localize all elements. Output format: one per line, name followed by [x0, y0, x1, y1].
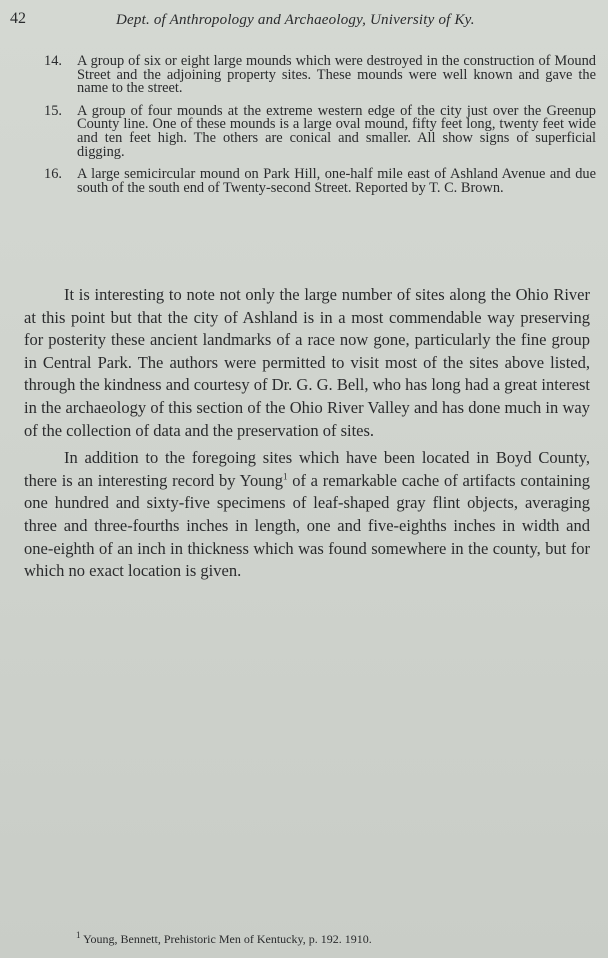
- item-number: 15.: [44, 102, 62, 119]
- list-item: [44, 168, 596, 195]
- footnote-marker: 1: [76, 930, 81, 940]
- paragraph-2-end: of a remarkable cache of artifacts containing one hundred and sixty-five specimens of leaf-shaped gray flint objects, averaging three and three-fourths inches in length, one and five-eighths inches in width and one-eighth of an inch in thickness which was found somewhere in the county, but for which no exact location is given.: [24, 470, 590, 581]
- footnote: [76, 932, 372, 947]
- footnote-reference: 1: [282, 471, 288, 482]
- item-text: A group of six or eight large mounds which were destroyed in the construction of Mound Street and the adjoining property sites. These mounds were well known and gave the name to the street.: [77, 53, 596, 97]
- paragraph-2: [24, 447, 590, 583]
- page-header: [0, 10, 608, 34]
- paragraph-2-start: In addition to the foregoing sites which have been located in Boyd County, there is an interesting record by Young: [24, 448, 590, 490]
- body-text: [24, 284, 590, 588]
- paragraph-1: It is interesting to note not only the large number of sites along the Ohio River at this point but that the city of Ashland is in a most commendable way preserving for posterity these ancient landmarks of a race now gone, particularly the fine group in Central Park. The authors were permitted to visit most of the sites above listed, through the kindness and courtesy of Dr. G. G. Bell, who has long had a great interest in the archaeology of this section of the Ohio River Valley and has done much in way of the collection of data and the preservation of sites.: [24, 285, 590, 440]
- item-number: 14.: [44, 53, 62, 69]
- page-number: 42: [10, 10, 26, 27]
- item-text: A large semicircular mound on Park Hill, one-half mile east of Ashland Avenue and due south of the south end of Twenty-second Street. Reported by T. C. Brown.: [77, 166, 596, 196]
- item-text: A group of four mounds at the extreme western edge of the city just over the Greenup County line. One of these mounds is a large oval mound, fifty feet long, twenty feet wide and ten feet high. The others are conical and smaller. All show signs of superficial digging.: [77, 102, 596, 160]
- item-number: 16.: [44, 166, 62, 183]
- running-head: Dept. of Anthropology and Archaeology, University of Ky.: [116, 12, 475, 28]
- list-item: [44, 102, 596, 160]
- list-item: [44, 55, 596, 96]
- footnote-text: Young, Bennett, Prehistoric Men of Kentucky, p. 192. 1910.: [83, 932, 372, 946]
- site-list: [44, 55, 596, 204]
